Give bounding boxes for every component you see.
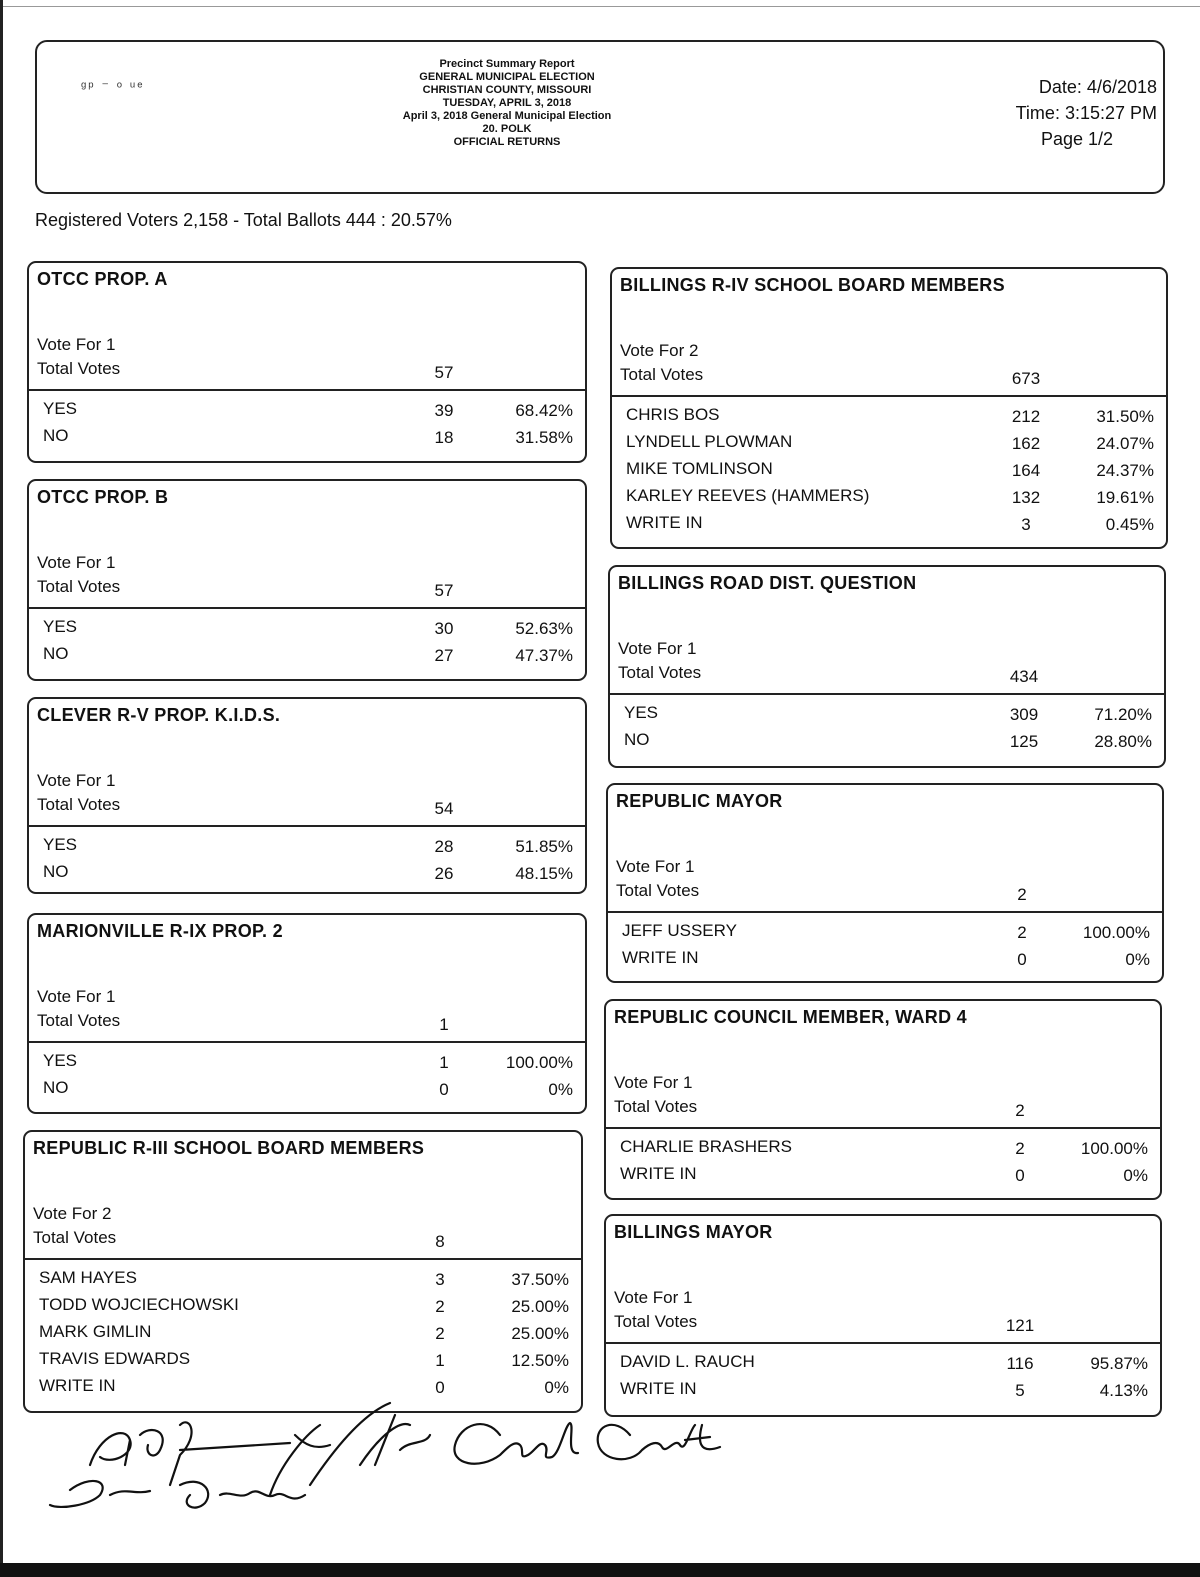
race-box (27, 261, 587, 463)
candidate-votes: 0 (435, 1378, 445, 1397)
candidate-row (29, 644, 585, 671)
race-divider (29, 825, 585, 827)
race-box (606, 783, 1164, 983)
candidate-percent: 25.00% (511, 1297, 569, 1316)
candidate-name: NO (43, 862, 69, 881)
race-title: MARIONVILLE R-IX PROP. 2 (37, 921, 283, 941)
candidate-row (25, 1268, 581, 1295)
candidate-votes: 1 (435, 1351, 445, 1370)
candidate-votes: 2 (435, 1297, 445, 1316)
candidate-name: TODD WOJCIECHOWSKI (39, 1295, 239, 1314)
candidate-votes: 164 (1011, 461, 1041, 480)
race-total-label: Total Votes (37, 795, 121, 814)
header-mark: ᵍᵖ ⁻ ᵒ ᵘᵉ (81, 78, 145, 94)
candidate-row (25, 1349, 581, 1376)
candidate-row (612, 513, 1166, 540)
race-title: BILLINGS ROAD DIST. QUESTION (618, 573, 917, 593)
candidate-name: YES (43, 399, 78, 418)
race-vote-for: Vote For 1 (616, 857, 695, 876)
header-meta (957, 74, 1157, 152)
race-divider (29, 1041, 585, 1043)
candidate-percent: 31.50% (1096, 407, 1154, 426)
candidate-row (612, 459, 1166, 486)
candidate-row (29, 426, 585, 453)
candidate-votes: 30 (434, 619, 454, 638)
candidate-list (610, 703, 1164, 757)
candidate-percent: 0% (1123, 1166, 1148, 1185)
scan-bottom-edge (0, 1563, 1200, 1577)
race-title: BILLINGS MAYOR (614, 1222, 773, 1242)
race-divider (610, 693, 1164, 695)
scan-top-edge (0, 0, 1200, 7)
candidate-votes: 18 (434, 428, 454, 447)
candidate-percent: 0% (544, 1378, 569, 1397)
report-time: Time: 3:15:27 PM (1015, 103, 1157, 123)
race-title: REPUBLIC R-III SCHOOL BOARD MEMBERS (33, 1138, 425, 1158)
candidate-name: TRAVIS EDWARDS (39, 1349, 191, 1368)
candidate-row (610, 730, 1164, 757)
header-line: GENERAL MUNICIPAL ELECTION (419, 71, 595, 83)
race-total-label: Total Votes (33, 1228, 117, 1247)
candidate-row (29, 617, 585, 644)
candidate-row (25, 1322, 581, 1349)
race-vote-for: Vote For 1 (614, 1288, 693, 1307)
candidate-percent: 19.61% (1096, 488, 1154, 507)
candidate-percent: 47.37% (515, 646, 573, 665)
race-divider (29, 607, 585, 609)
race-total-votes: 121 (1005, 1316, 1035, 1335)
race-total-votes: 673 (1011, 369, 1041, 388)
race-title: REPUBLIC COUNCIL MEMBER, WARD 4 (614, 1007, 967, 1027)
race-title: OTCC PROP. A (37, 269, 168, 289)
race-title: BILLINGS R-IV SCHOOL BOARD MEMBERS (620, 275, 1005, 295)
race-box (27, 913, 587, 1114)
candidate-votes: 0 (1015, 1166, 1025, 1185)
race-total-label: Total Votes (616, 881, 700, 900)
candidate-votes: 2 (1017, 923, 1027, 942)
candidate-row (612, 486, 1166, 513)
candidate-row (608, 921, 1162, 948)
candidate-name: WRITE IN (622, 948, 699, 967)
race-box (23, 1130, 583, 1413)
candidate-percent: 52.63% (515, 619, 573, 638)
candidate-percent: 24.37% (1096, 461, 1154, 480)
race-divider (606, 1127, 1160, 1129)
candidate-percent: 95.87% (1090, 1354, 1148, 1373)
candidate-row (608, 948, 1162, 975)
candidate-name: CHARLIE BRASHERS (620, 1137, 792, 1156)
race-divider (25, 1258, 581, 1260)
race-total-votes: 2 (1015, 1101, 1025, 1120)
race-total-votes: 54 (434, 799, 454, 818)
candidate-percent: 28.80% (1094, 732, 1152, 751)
scan-left-edge (0, 0, 3, 1577)
candidate-votes: 309 (1009, 705, 1039, 724)
candidate-name: SAM HAYES (39, 1268, 137, 1287)
candidate-list (29, 835, 585, 889)
candidate-row (610, 703, 1164, 730)
race-vote-for: Vote For 1 (37, 987, 116, 1006)
header-line: OFFICIAL RETURNS (453, 136, 561, 148)
race-title: CLEVER R-V PROP. K.I.D.S. (37, 705, 281, 725)
race-box (610, 267, 1168, 549)
race-total-label: Total Votes (618, 663, 702, 682)
candidate-percent: 0% (1125, 950, 1150, 969)
race-total-votes: 2 (1017, 885, 1027, 904)
race-total-label: Total Votes (614, 1312, 698, 1331)
race-box (604, 999, 1162, 1200)
race-vote-for: Vote For 2 (620, 341, 699, 360)
race-total-label: Total Votes (37, 359, 121, 378)
candidate-votes: 125 (1009, 732, 1039, 751)
candidate-votes: 116 (1006, 1354, 1034, 1373)
candidate-votes: 2 (435, 1324, 445, 1343)
candidate-votes: 162 (1011, 434, 1041, 453)
race-total-label: Total Votes (37, 577, 121, 596)
candidate-name: YES (43, 1051, 78, 1070)
candidate-list (25, 1268, 581, 1403)
header-line: Precinct Summary Report (439, 58, 575, 70)
candidate-votes: 39 (434, 401, 454, 420)
candidate-percent: 0% (548, 1080, 573, 1099)
candidate-votes: 212 (1011, 407, 1041, 426)
candidate-name: NO (43, 644, 69, 663)
race-vote-for: Vote For 1 (37, 771, 116, 790)
signatures-icon (30, 1395, 730, 1545)
candidate-votes: 2 (1015, 1139, 1025, 1158)
candidate-percent: 100.00% (1080, 1139, 1148, 1158)
race-divider (612, 395, 1166, 397)
candidate-row (606, 1164, 1160, 1191)
candidate-votes: 27 (434, 646, 454, 665)
candidate-name: NO (624, 730, 650, 749)
race-vote-for: Vote For 1 (618, 639, 697, 658)
race-total-label: Total Votes (614, 1097, 698, 1116)
candidate-name: YES (624, 703, 659, 722)
candidate-name: KARLEY REEVES (HAMMERS) (626, 486, 870, 505)
report-date: Date: 4/6/2018 (1038, 77, 1157, 97)
race-divider (29, 389, 585, 391)
candidate-votes: 1 (439, 1053, 449, 1072)
candidate-name: JEFF USSERY (622, 921, 737, 940)
candidate-row (25, 1295, 581, 1322)
candidate-row (29, 835, 585, 862)
candidate-votes: 132 (1011, 488, 1041, 507)
candidate-percent: 100.00% (505, 1053, 573, 1072)
candidate-votes: 3 (435, 1270, 445, 1289)
race-box (604, 1214, 1162, 1417)
race-vote-for: Vote For 1 (614, 1073, 693, 1092)
candidate-percent: 0.45% (1105, 515, 1154, 534)
race-box (27, 697, 587, 894)
race-total-label: Total Votes (620, 365, 704, 384)
header-line: CHRISTIAN COUNTY, MISSOURI (422, 84, 592, 96)
race-divider (606, 1342, 1160, 1344)
race-vote-for: Vote For 1 (37, 553, 116, 572)
candidate-name: MIKE TOMLINSON (626, 459, 773, 478)
candidate-percent: 24.07% (1096, 434, 1154, 453)
candidate-percent: 51.85% (515, 837, 573, 856)
candidate-percent: 68.42% (515, 401, 573, 420)
race-total-votes: 57 (434, 581, 454, 600)
header-line: TUESDAY, APRIL 3, 2018 (442, 97, 572, 109)
candidate-percent: 12.50% (511, 1351, 569, 1370)
candidate-votes: 0 (439, 1080, 449, 1099)
candidate-name: WRITE IN (626, 513, 703, 532)
candidate-name: YES (43, 835, 78, 854)
candidate-percent: 37.50% (511, 1270, 569, 1289)
race-total-votes: 434 (1009, 667, 1039, 686)
candidate-list (606, 1137, 1160, 1191)
header-line: April 3, 2018 General Municipal Election (402, 110, 612, 122)
race-vote-for: Vote For 2 (33, 1204, 112, 1223)
candidate-name: WRITE IN (620, 1164, 697, 1183)
candidate-name: DAVID L. RAUCH (620, 1352, 755, 1371)
candidate-votes: 26 (434, 864, 454, 883)
candidate-percent: 25.00% (511, 1324, 569, 1343)
candidate-row (29, 1051, 585, 1078)
candidate-row (29, 1078, 585, 1105)
candidate-name: MARK GIMLIN (39, 1322, 152, 1341)
candidate-name: WRITE IN (39, 1376, 116, 1395)
candidate-name: WRITE IN (620, 1379, 697, 1398)
candidate-list (608, 921, 1162, 975)
candidate-list (29, 399, 585, 453)
candidate-name: LYNDELL PLOWMAN (626, 432, 793, 451)
candidate-percent: 71.20% (1094, 705, 1152, 724)
race-vote-for: Vote For 1 (37, 335, 116, 354)
race-title: REPUBLIC MAYOR (616, 791, 783, 811)
page-number: Page 1/2 (1040, 129, 1113, 149)
candidate-row (606, 1352, 1160, 1379)
candidate-list (29, 617, 585, 671)
candidate-name: YES (43, 617, 78, 636)
race-divider (608, 911, 1162, 913)
candidate-percent: 4.13% (1099, 1381, 1148, 1400)
candidate-row (606, 1137, 1160, 1164)
header-line: 20. POLK (482, 123, 532, 135)
race-box (27, 479, 587, 681)
candidate-row (29, 862, 585, 889)
candidate-percent: 48.15% (515, 864, 573, 883)
race-total-label: Total Votes (37, 1011, 121, 1030)
candidate-percent: 31.58% (515, 428, 573, 447)
report-header (35, 40, 1165, 194)
header-title-block (357, 58, 657, 149)
candidate-list (612, 405, 1166, 540)
candidate-name: CHRIS BOS (626, 405, 720, 424)
candidate-votes: 3 (1021, 515, 1031, 534)
race-total-votes: 8 (435, 1232, 445, 1251)
candidate-row (612, 432, 1166, 459)
candidate-list (29, 1051, 585, 1105)
candidate-votes: 0 (1017, 950, 1027, 969)
race-title: OTCC PROP. B (37, 487, 169, 507)
candidate-votes: 28 (434, 837, 454, 856)
candidate-name: NO (43, 1078, 69, 1097)
race-total-votes: 1 (439, 1015, 449, 1034)
race-total-votes: 57 (434, 363, 454, 382)
registered-voters-summary: Registered Voters 2,158 - Total Ballots 444 : 20.57% (35, 210, 452, 230)
candidate-row (29, 399, 585, 426)
candidate-row (612, 405, 1166, 432)
candidate-name: NO (43, 426, 69, 445)
race-box (608, 565, 1166, 768)
candidate-votes: 5 (1015, 1381, 1025, 1400)
candidate-percent: 100.00% (1082, 923, 1150, 942)
